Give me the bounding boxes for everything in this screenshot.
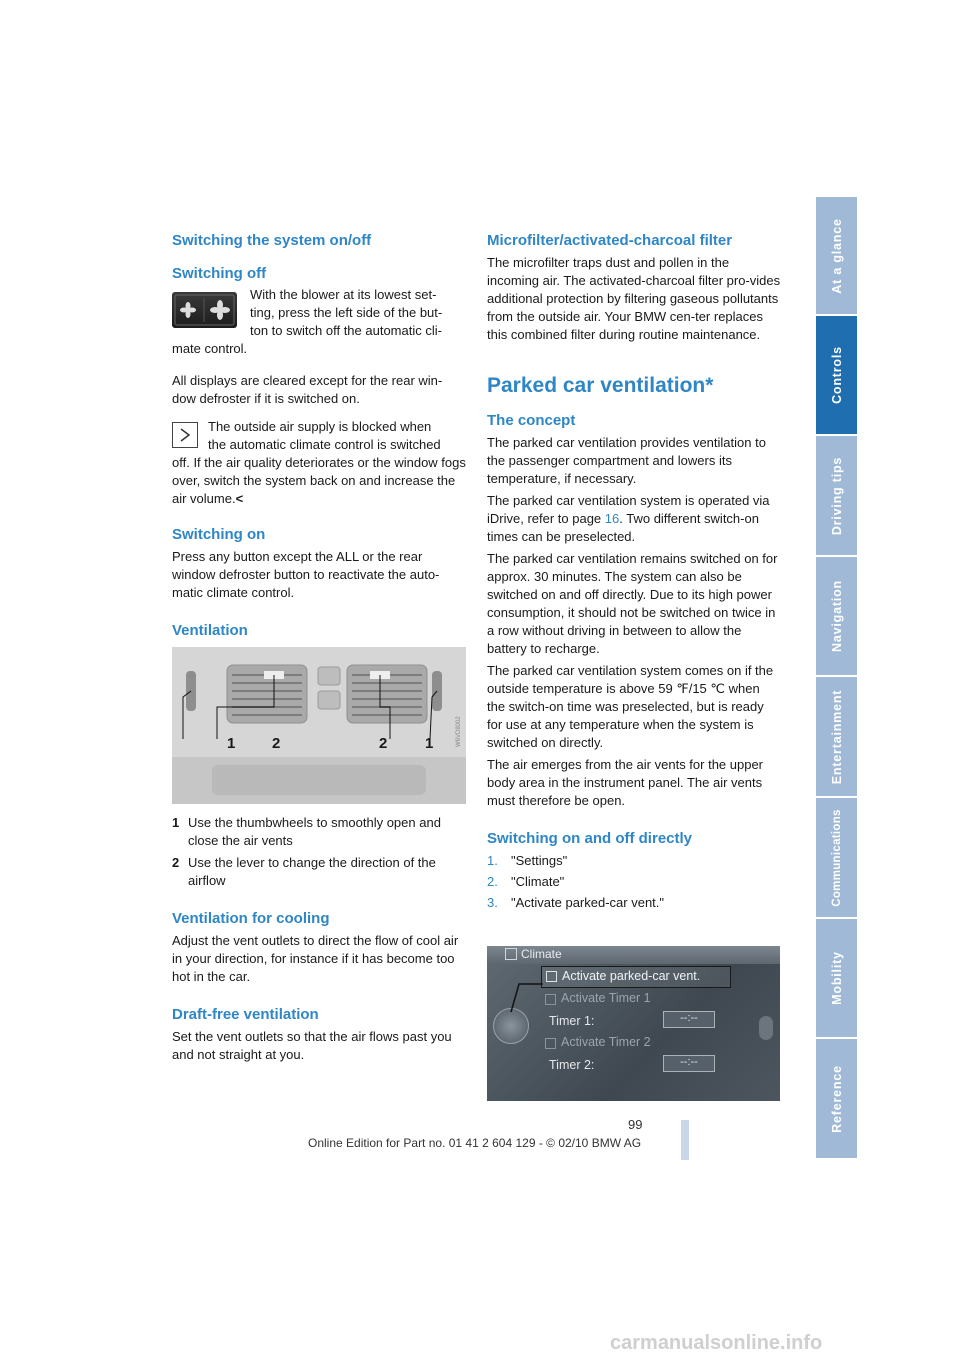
left-column xyxy=(172,232,466,1064)
air-vents-figure xyxy=(172,647,466,804)
tab-driving-tips[interactable]: Driving tips xyxy=(816,436,857,557)
page-marker-bar xyxy=(681,1120,689,1160)
callout-2-left: 2 xyxy=(272,735,281,752)
note-block: The outside air supply is blocked when the automatic climate control is switched off. If the air quality deteriorates or the window fogs over, switch the system back on and increase the air volume.< xyxy=(172,419,466,506)
checkbox-icon xyxy=(546,971,557,982)
checkbox-icon xyxy=(545,1038,556,1049)
steps-list xyxy=(487,852,781,912)
fan-icon xyxy=(172,292,237,328)
list-item: 3. "Activate parked-car vent." xyxy=(487,895,665,910)
heading-cooling: Ventilation for cooling xyxy=(172,910,330,927)
tab-at-a-glance[interactable]: At a glance xyxy=(816,197,857,316)
tab-communications[interactable]: Communications xyxy=(816,798,857,919)
vent-list xyxy=(172,814,466,890)
heading-switching-on: Switching on xyxy=(172,526,266,543)
filter-text: The microfilter traps dust and pollen in the incoming air. The activated-charcoal filter pro-vides additional protection by filtering gaseous pollutants from the outside air. Your BMW cen-ter replaces this combined filter during routine maintenance. xyxy=(487,255,781,342)
screen-title: Climate xyxy=(521,947,562,961)
heading-draft-free: Draft-free ventilation xyxy=(172,1006,319,1023)
heading-switching-off: Switching off xyxy=(172,265,267,282)
tab-entertainment[interactable]: Entertainment xyxy=(816,677,857,798)
heading-parked-car-ventilation: Parked car ventilation* xyxy=(487,374,714,397)
heading-microfilter: Microfilter/activated-charcoal filter xyxy=(487,232,733,249)
scroll-indicator xyxy=(759,1016,773,1040)
cooling-text: Adjust the vent outlets to direct the flow of cool air in your direction, for instance if it has become too hot in the car. xyxy=(172,933,459,984)
checkbox-icon xyxy=(545,994,556,1005)
switching-off-block: With the blower at its lowest set- ting, press the left side of the but- ton to switch off the automatic cli- mate control. xyxy=(172,287,443,356)
timer-1-value: --:-- xyxy=(663,1011,715,1028)
figure-code: W6VD8002 xyxy=(456,716,462,747)
tab-reference[interactable]: Reference xyxy=(816,1039,857,1160)
heading-system-on-off: Switching the system on/off xyxy=(172,232,372,249)
heading-concept: The concept xyxy=(487,412,576,429)
menu-item-timer-2[interactable]: Timer 2: --:-- xyxy=(549,1056,749,1074)
watermark: carmanualsonline.info xyxy=(610,1332,823,1354)
right-column: Microfilter/activated-charcoal filter The microfilter traps dust and pollen in the incoming air. The activated-charcoal filter pro-vides additional protection by filtering gaseous pollutants from the outside air. Your BMW cen-ter replaces this combined filter during routine maintenance. Parked car ventilation* The concept The parked car ventilation provides ventilation to the passenger compartment and lowers its temperature, if necessary. The parked car ventilation system is operated via iDrive, refer to page 16. Two different switch-on times can be preselected. The parked car ventilation remains switched on for approx. 30 minutes. The system can also be switched on and off directly. Due to its high power consumption, it should not be switched on twice in a row without driving in between to allow the battery to recharge. The parked car ventilation system comes on if the outside temperature is above 59 ℉/15 ℃ when the switch-on time was preselected, but is ready for use at any temperature when the system is switched on directly. The air emerges from the air vents for the upper body area in the instrument panel. The air vents must therefore be open. Switching on and off directly 1. "Settings" 2. "Climate" 3. "Activate parked-car vent." xyxy=(487,232,781,910)
air-vents-illustration xyxy=(172,647,466,804)
menu-item-activate-parked-vent[interactable]: Activate parked-car vent. xyxy=(541,966,731,988)
menu-item-timer-1[interactable]: Timer 1: --:-- xyxy=(549,1012,749,1030)
callout-1-left: 1 xyxy=(227,735,236,752)
heading-ventilation: Ventilation xyxy=(172,622,248,639)
chapter-sidebar xyxy=(816,197,857,1160)
list-item: 1 Use the thumbwheels to smoothly open and close the air vents xyxy=(172,815,441,848)
tab-mobility[interactable]: Mobility xyxy=(816,919,857,1039)
callout-1-right: 1 xyxy=(425,735,434,752)
footer-edition: Online Edition for Part no. 01 41 2 604 129 - © 02/10 BMW AG xyxy=(308,1136,642,1150)
list-item: 2. "Climate" xyxy=(487,874,565,889)
heading-switching-directly: Switching on and off directly xyxy=(487,830,693,847)
timer-2-value: --:-- xyxy=(663,1055,715,1072)
idrive-screen: Climate Activate parked-car vent. Activate Timer 1 Timer 1: --:-- Activate Timer 2 Timer 2: --:-- xyxy=(487,946,780,1101)
page-number: 99 xyxy=(628,1117,643,1132)
callout-2-right: 2 xyxy=(379,735,388,752)
switching-on-text: Press any button except the ALL or the rear window defroster button to reactivate the auto-matic climate control. xyxy=(172,549,440,600)
climate-checkbox-icon xyxy=(505,948,517,960)
draft-free-text: Set the vent outlets so that the air flows past you and not straight at you. xyxy=(172,1029,452,1062)
list-item: 2 Use the lever to change the direction of the airflow xyxy=(172,855,436,888)
note-arrow-icon xyxy=(172,422,198,448)
page-link[interactable]: 16 xyxy=(604,511,620,526)
tab-navigation[interactable]: Navigation xyxy=(816,557,857,677)
list-item: 1. "Settings" xyxy=(487,853,568,868)
tab-controls[interactable]: Controls xyxy=(816,316,857,436)
climate-button-image xyxy=(172,292,237,328)
displays-text: All displays are cleared except for the rear win-dow defroster if it is switched on. xyxy=(172,373,443,406)
